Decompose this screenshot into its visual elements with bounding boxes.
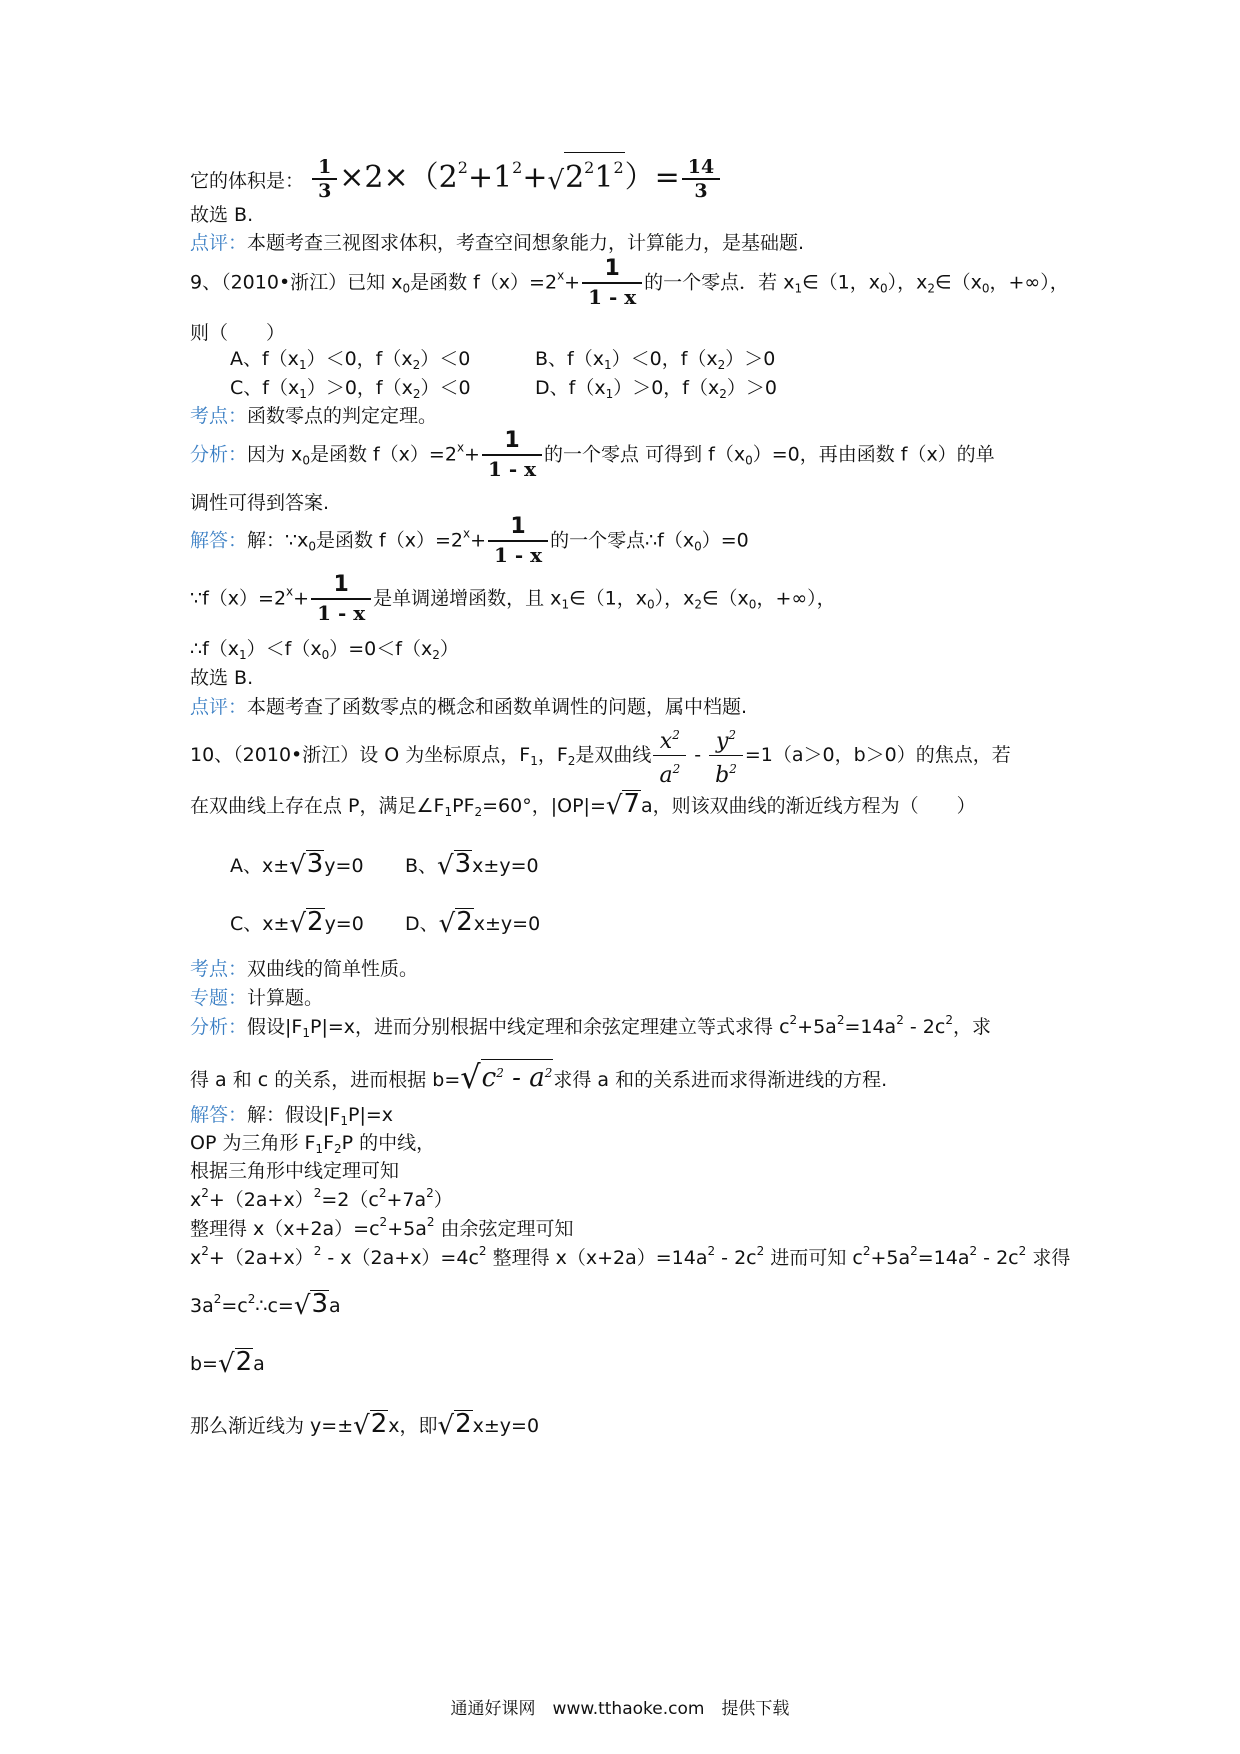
option-10a: A、x±√3y=0 — [230, 849, 364, 881]
sqrt-7: √7 — [605, 789, 640, 821]
page-footer: 通通好课网 www.tthaoke.com 提供下载 — [450, 1699, 790, 1719]
analysis-10: 分析：假设$|F_1P|=x$，进而分别根据中线定理和余弦定理建立等式求得 $c^2+5a^2=14a^2 - 2c^2$，求 — [190, 1013, 991, 1040]
fraction-y2-over-b2: $\frac{y^2}{b^2}$ — [709, 722, 743, 789]
question-10: 10、（2010•浙江）设 O 为坐标原点，$F_1$，$F_2$是双曲线 $\frac{x^2}{a^2}$ - $\frac{y^2}{b^2}$ =1（a＞0，b＞0）的焦点，若 — [190, 722, 1011, 789]
choice-line-9: 故选 B. — [190, 667, 254, 689]
keypoint-9: 考点：函数零点的判定定理。 — [190, 405, 438, 427]
solution-10-step-7: b=√2a — [190, 1347, 265, 1379]
fraction-x2-over-a2: $\frac{x^2}{a^2}$ — [653, 722, 686, 789]
keypoint-10: 考点：双曲线的简单性质。 — [190, 958, 419, 980]
fraction-1-over-1-minus-x: $\frac{1}{1 - x}$ — [582, 256, 642, 310]
solution-10-step-3: $x^2+(2a+x)^2=2(c^2+7a^2)$ — [190, 1186, 453, 1211]
solution-10-step-5: $x^2+(2a+x)^2 - x(2a+x)=4c^2$ 整理得 $x(x+2a)=14a^2 - 2c^2$ 进而可知 $c^2+5a^2=14a^2 - 2c^2$ 求得 — [190, 1244, 1071, 1269]
sqrt-c2-minus-a2: $√c^2 - a^2$ — [460, 1058, 553, 1096]
solution-9: 解答：解：$\because x_0$是函数 $f(x)=2^x+$ $\frac{1}{1 - x}$ 的一个零点$\therefore f(x_0)=0$ — [190, 514, 749, 567]
question-10-cont: 在双曲线上存在点 P，满足$\angle F_1PF_2=60^\circ$，|OP|=√7a，则该双曲线的渐近线方程为（ ） — [190, 789, 976, 821]
comment-label: 点评： — [190, 232, 248, 254]
analysis-9-cont: 调性可得到答案. — [190, 492, 330, 514]
question-9-then: 则（ ） — [190, 322, 286, 344]
option-10b: B、√3x±y=0 — [405, 849, 539, 881]
solution-10-step-1: OP 为三角形 $F_1F_2P$ 的中线， — [190, 1132, 436, 1156]
option-9b: B、$f(x_1)<0$，$f(x_2)>0$ — [535, 348, 776, 372]
option-9a: A、$f(x_1)<0$，$f(x_2)<0$ — [230, 348, 471, 372]
solution-10: 解答：解：假设$|F_1P|=x$ — [190, 1104, 394, 1128]
volume-line — [190, 152, 722, 202]
volume-formula: $\frac{1}{3}$ $\times 2\times(2^2+1^2+√2^21^2)=$ $\frac{14}{3}$ — [310, 160, 722, 195]
analysis-9: 分析：因为 $x_0$是函数 $f(x)=2^x+$ $\frac{1}{1 - x}$ 的一个零点 可得到 $f(x_0)=0$，再由函数 f（x）的单 — [190, 428, 995, 481]
option-10d: D、√2x±y=0 — [405, 907, 541, 939]
fraction-fourteen-thirds: $\frac{14}{3}$ — [682, 156, 720, 202]
solution-10-step-4: 整理得 $x(x+2a)=c^2+5a^2$ 由余弦定理可知 — [190, 1215, 574, 1240]
solution-10-step-8: 那么渐近线为 y=±√2x，即√2x±y=0 — [190, 1409, 540, 1441]
comment-line-8: 点评：本题考查三视图求体积，考查空间想象能力，计算能力，是基础题. — [190, 232, 805, 254]
volume-prefix: 它的体积是： — [190, 170, 305, 192]
option-9d: D、$f(x_1)>0$，$f(x_2)>0$ — [535, 377, 777, 401]
solution-9-step-2: $\therefore f(x_1)<f(x_0)=0<f(x_2)$ — [190, 638, 459, 662]
solution-9-step-1: $\because f(x)=2^x+$ $\frac{1}{1 - x}$ 是单调递增函数，且 $x_1\in(1$，$x_0$），$x_2\in(x_0$，+∞）， — [190, 572, 836, 625]
option-9c: C、$f(x_1)>0$，$f(x_2)<0$ — [230, 377, 471, 401]
comment-line-9: 点评：本题考查了函数零点的概念和函数单调性的问题，属中档题. — [190, 696, 748, 718]
option-10c: C、x±√2y=0 — [230, 907, 364, 939]
topic-10: 专题：计算题。 — [190, 987, 324, 1009]
fraction-one-third: $\frac{1}{3}$ — [312, 156, 337, 202]
question-9: 9、（2010•浙江）已知 $x_0$是函数 $f(x)=2^x+$ $\frac{1}{1 - x}$ 的一个零点．若 $x_1\in(1$，$x_0$），$x_2\in(x_0$，+∞）， — [190, 256, 1069, 309]
analysis-10-cont: 得 a 和 c 的关系，进而根据 $b=√c^2 - a^2$求得 a 和的关系进而求得渐进线的方程. — [190, 1058, 888, 1096]
choice-line-8: 故选 B. — [190, 204, 254, 226]
solution-10-step-2: 根据三角形中线定理可知 — [190, 1160, 400, 1182]
solution-10-step-6: $3a^2=c^2\therefore c=√3a$ — [190, 1289, 341, 1321]
